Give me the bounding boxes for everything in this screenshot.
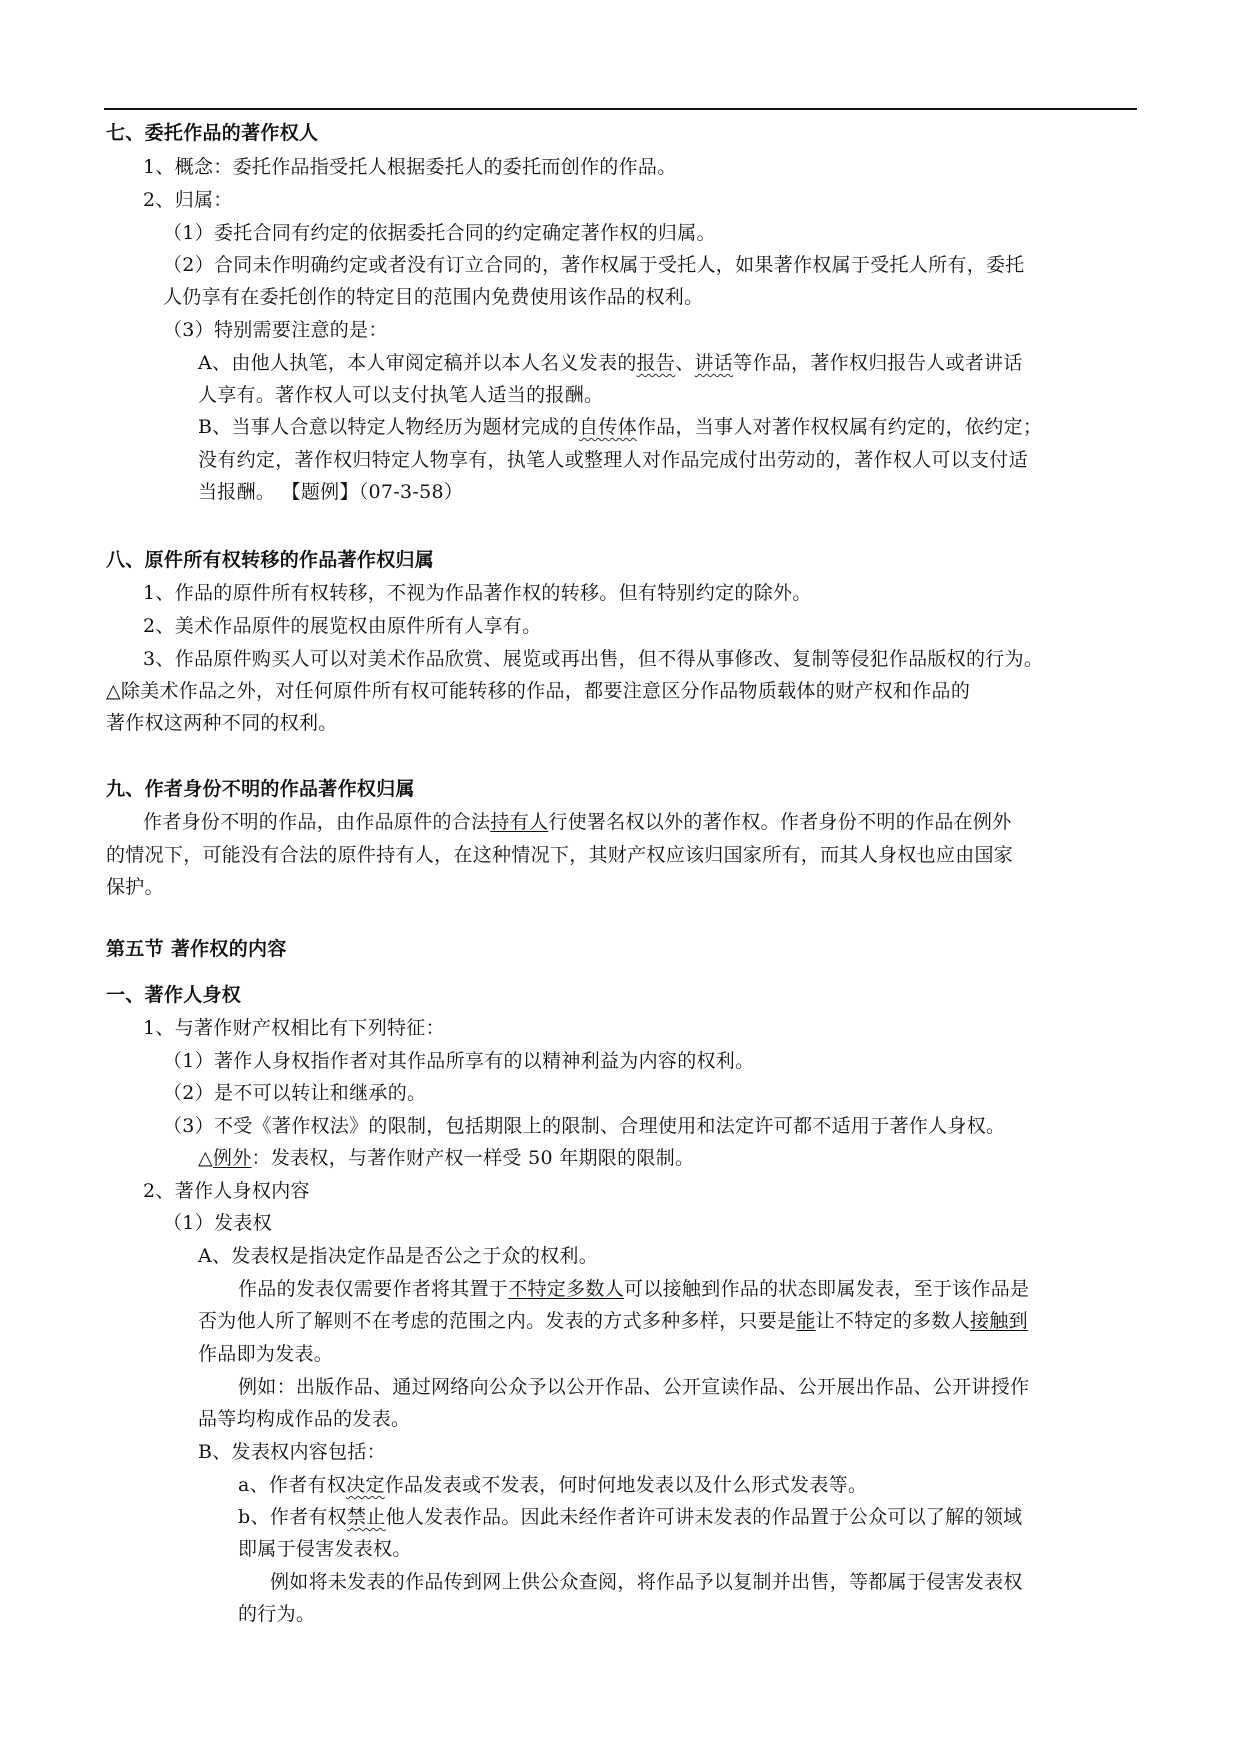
paragraph: 当报酬。 【题例】（07-3-58） [198, 481, 464, 503]
paragraph [198, 418, 1042, 437]
paragraph [198, 354, 1023, 373]
text-run: 作品，当事人对著作权权属有约定的，依约定； [636, 416, 1043, 438]
text-run: 可以接触到作品的状态即属发表，至于该作品是 [624, 1278, 1030, 1300]
text-run: 行使署名权以外的著作权。作者身份不明的作品在例外 [548, 811, 1012, 833]
paragraph [198, 1312, 1028, 1331]
paragraph: 2、归属： [143, 189, 233, 211]
paragraph: 2、著作人身权内容 [143, 1180, 310, 1202]
text-run: 、 [675, 352, 695, 374]
emphasis-text: 不特定多数人 [508, 1278, 625, 1300]
paragraph: （3）不受《著作权法》的限制，包括期限上的限制、合理使用和法定许可都不适用于著作人身权。 [163, 1115, 1006, 1137]
paragraph: 作品即为发表。 [198, 1343, 334, 1365]
paragraph: 3、作品原件购买人可以对美术作品欣赏、展览或再出售，但不得从事修改、复制等侵犯作品版权的行为。 [143, 648, 1044, 670]
paragraph: （2）是不可以转让和继承的。 [163, 1082, 427, 1104]
paragraph: 例如将未发表的作品传到网上供公众查阅，将作品予以复制并出售，等都属于侵害发表权 [270, 1571, 1023, 1593]
paragraph: （1）著作人身权指作者对其作品所享有的以精神利益为内容的权利。 [163, 1050, 755, 1072]
emphasis-text: 接触到 [970, 1310, 1028, 1332]
paragraph: 没有约定，著作权归特定人物享有，执笔人或整理人对作品完成付出劳动的，著作权人可以支付适 [198, 449, 1028, 471]
paragraph: 即属于侵害发表权。 [238, 1538, 412, 1560]
paragraph [238, 1476, 867, 1495]
paragraph: （2）合同未作明确约定或者没有订立合同的，著作权属于受托人，如果著作权属于受托人所有，委托 [163, 254, 1025, 276]
emphasis-text: 决定 [346, 1474, 385, 1496]
paragraph: 例如：出版作品、通过网络向公众予以公开作品、公开宣读作品、公开展出作品、公开讲授作 [238, 1376, 1030, 1398]
paragraph: （3）特别需要注意的是： [163, 319, 388, 341]
text-run: B、当事人合意以特定人物经历为题材完成的 [198, 416, 579, 438]
text-run: a、作者有权 [238, 1474, 347, 1496]
paragraph: 1、作品的原件所有权转移，不视为作品著作权的转移。但有特别约定的除外。 [143, 582, 812, 604]
paragraph [238, 1280, 1029, 1299]
paragraph: B、发表权内容包括： [198, 1441, 386, 1463]
section-heading: 八、原件所有权转移的作品著作权归属 [106, 549, 435, 571]
paragraph: △除美术作品之外，对任何原件所有权可能转移的作品，都要注意区分作品物质载体的财产权和作品的 [106, 680, 971, 702]
emphasis-text: 持有人 [490, 811, 549, 833]
section-heading: 九、作者身份不明的作品著作权归属 [106, 778, 415, 800]
emphasis-text: 禁止 [346, 1506, 386, 1528]
paragraph: 2、美术作品原件的展览权由原件所有人享有。 [143, 615, 542, 637]
chapter-heading: 第五节 著作权的内容 [106, 938, 287, 960]
emphasis-text: 自传体 [578, 416, 637, 438]
emphasis-text: 讲话 [694, 352, 734, 374]
paragraph: 的行为。 [238, 1603, 316, 1625]
paragraph: 1、与著作财产权相比有下列特征： [143, 1017, 445, 1039]
section-heading: 一、著作人身权 [106, 984, 242, 1006]
paragraph: 人仍享有在委托创作的特定目的范围内免费使用该作品的权利。 [163, 286, 704, 308]
text-run: 让不特定的多数人 [815, 1310, 971, 1332]
text-run: 他人发表作品。因此未经作者许可讲未发表的作品置于公众可以了解的领域 [385, 1506, 1023, 1528]
emphasis-text: 能 [796, 1310, 816, 1332]
text-run: A、由他人执笔，本人审阅定稿并以本人名义发表的 [198, 352, 637, 374]
paragraph: 的情况下，可能没有合法的原件持有人，在这种情况下，其财产权应该归国家所有，而其人身权也应由国家 [106, 844, 1014, 866]
text-run: 等作品，著作权归报告人或者讲话 [733, 352, 1023, 374]
paragraph: 著作权这两种不同的权利。 [106, 712, 338, 734]
text-run: 作品发表或不发表，何时何地发表以及什么形式发表等。 [384, 1474, 868, 1496]
header-rule [104, 108, 1137, 110]
paragraph: （1）发表权 [163, 1212, 272, 1234]
paragraph: 1、概念：委托作品指受托人根据委托人的委托而创作的作品。 [143, 156, 677, 178]
section-heading: 七、委托作品的著作权人 [106, 122, 319, 144]
emphasis-text: 例外 [212, 1147, 252, 1169]
text-run: 否为他人所了解则不在考虑的范围之内。发表的方式多种多样，只要是 [198, 1310, 797, 1332]
text-run: b、作者有权 [238, 1506, 347, 1528]
paragraph: 人享有。著作权人可以支付执笔人适当的报酬。 [198, 384, 604, 406]
paragraph [143, 813, 1012, 832]
paragraph [238, 1508, 1022, 1527]
paragraph: 品等均构成作品的发表。 [198, 1408, 411, 1430]
text-run: 作者身份不明的作品，由作品原件的合法 [143, 811, 491, 833]
text-run: ：发表权，与著作财产权一样受 50 年期限的限制。 [251, 1147, 695, 1169]
text-run: 作品的发表仅需要作者将其置于 [238, 1278, 509, 1300]
paragraph: 保护。 [106, 876, 164, 898]
paragraph: A、发表权是指决定作品是否公之于众的权利。 [198, 1245, 599, 1267]
paragraph [198, 1149, 694, 1168]
paragraph: （1）委托合同有约定的依据委托合同的约定确定著作权的归属。 [163, 222, 716, 244]
emphasis-text: 报告 [636, 352, 676, 374]
text-run: △ [198, 1147, 213, 1169]
